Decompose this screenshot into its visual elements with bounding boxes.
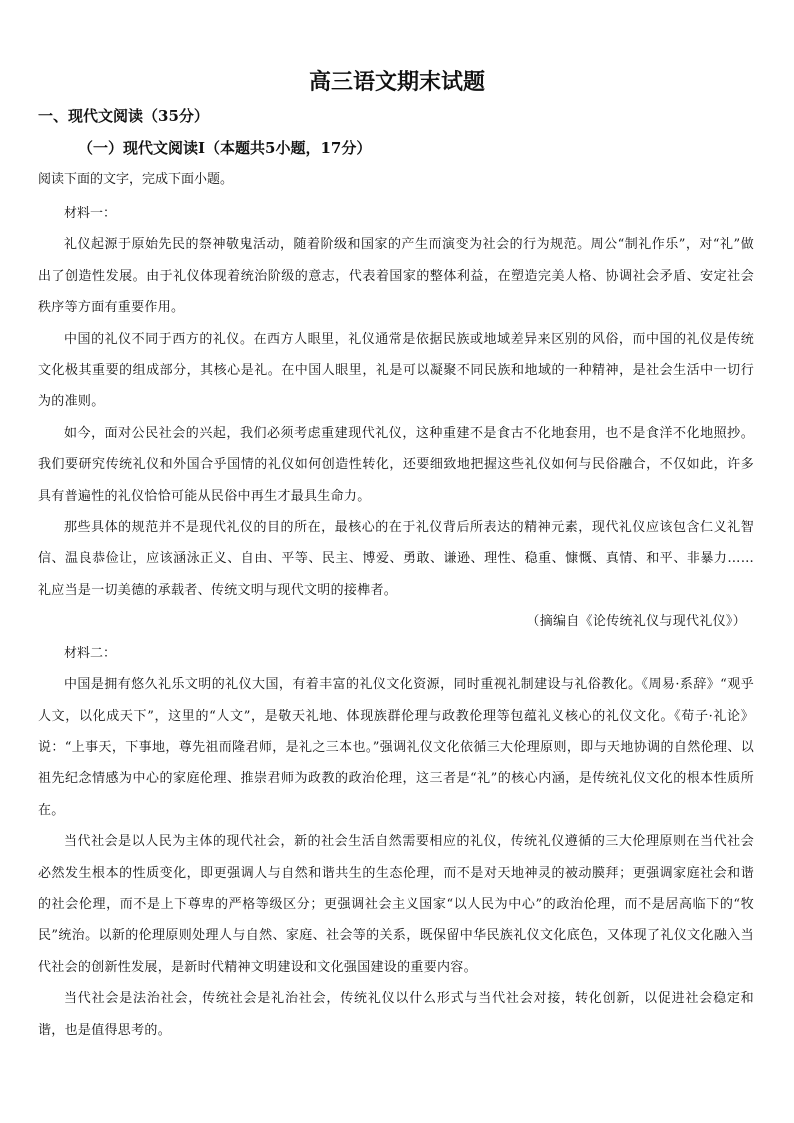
- reading-passage: [38, 198, 754, 1046]
- section-heading: 一、现代文阅读（35分）: [38, 107, 209, 125]
- material2-paragraph-1: 中国是拥有悠久礼乐文明的礼仪大国，有着丰富的礼仪文化资源，同时重视礼制建设与礼俗教化。《周易·系辞》“观乎人文，以化成天下”，这里的“人文”，是敬天礼地、体现族群伦理与政教伦理等包蕴礼义核心的礼仪文化。《荀子·礼论》说：“上事天，下事地，尊先祖而隆君师，是礼之三本也。”强调礼仪文化依循三大伦理原则，即与天地协调的自然伦理、以祖先纪念情感为中心的家庭伦理、推崇君师为政教的政治伦理，这三者是“礼”的核心内涵，是传统礼仪文化的根本性质所在。: [38, 677, 754, 818]
- material1-paragraph-2: 中国的礼仪不同于西方的礼仪。在西方人眼里，礼仪通常是依据民族或地域差异来区别的风俗，而中国的礼仪是传统文化极其重要的组成部分，其核心是礼。在中国人眼里，礼是可以凝聚不同民族和地域的一种精神，是社会生活中一切行为的准则。: [38, 331, 754, 410]
- material1-paragraph-4: 那些具体的规范并不是现代礼仪的目的所在，最核心的在于礼仪背后所表达的精神元素，现代礼仪应该包含仁义礼智信、温良恭俭让，应该涵泳正义、自由、平等、民主、博爱、勇敢、谦逊、理性、稳重、慷慨、真情、和平、非暴力……礼应当是一切美德的承载者、传统文明与现代文明的接榫者。: [38, 520, 754, 598]
- material1-label: 材料一：: [64, 206, 117, 221]
- material1-paragraph-3: 如今，面对公民社会的兴起，我们必须考虑重建现代礼仪，这种重建不是食古不化地套用，也不是食洋不化地照抄。我们要研究传统礼仪和外国合乎国情的礼仪如何创造性转化，还要细致地把握这些礼仪如何与民俗融合，不仅如此，许多具有普遍性的礼仪恰恰可能从民俗中再生才最具生命力。: [38, 425, 754, 504]
- page-title: 高三语文期末试题: [308, 69, 485, 95]
- material1-source: （摘编自《论传统礼仪与现代礼仪》）: [526, 614, 746, 630]
- instruction-text: 阅读下面的文字，完成下面小题。: [38, 172, 234, 187]
- material2-label: 材料二：: [64, 645, 117, 661]
- material2-paragraph-2: 当代社会是以人民为主体的现代社会，新的社会生活自然需要相应的礼仪，传统礼仪遵循的三大伦理原则在当代社会必然发生根本的性质变化，即更强调人与自然和谐共生的生态伦理，而不是对天地神灵的被动膜拜；更强调家庭社会和谐的社会伦理，而不是上下尊卑的严格等级区分；更强调社会主义国家“以人民为中心”的政治伦理，而不是居高临下的“牧民”统治。以新的伦理原则处理人与自然、家庭、社会等的关系，既保留中华民族礼仪文化底色，又体现了礼仪文化融入当代社会的创新性发展，是新时代精神文明建设和文化强国建设的重要内容。: [38, 834, 754, 975]
- subsection-heading: （一）现代文阅读Ⅰ（本题共5小题，17分）: [78, 139, 372, 157]
- material1-paragraph-1: 礼仪起源于原始先民的祭神敬鬼活动，随着阶级和国家的产生而演变为社会的行为规范。周公“制礼作乐”，对“礼”做出了创造性发展。由于礼仪体现着统治阶级的意志，代表着国家的整体利益，在塑造完美人格、协调社会矛盾、安定社会秩序等方面有重要作用。: [38, 237, 754, 316]
- material2-paragraph-3: 当代社会是法治社会，传统社会是礼治社会，传统礼仪以什么形式与当代社会对接，转化创新，以促进社会稳定和谐，也是值得思考的。: [38, 991, 754, 1038]
